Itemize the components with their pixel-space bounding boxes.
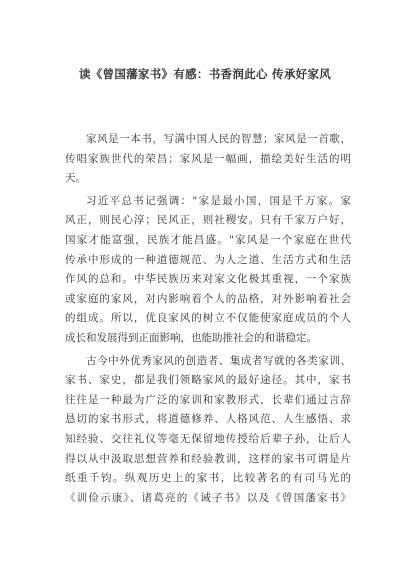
paragraph — [65, 192, 351, 349]
text-line: 纸重千钧。纵观历史上的家书，比较著名的有司马光的 — [65, 472, 351, 485]
text-line: 国家才能富强，民族才能昌盛。"家风是一个家庭在世代 — [65, 233, 351, 246]
text-line: 《训俭示康》、诸葛亮的《诫子书》以及《曾国藩家书》 — [65, 491, 351, 504]
text-line: 作风的总和。中华民族历来对家文化极其重视，一个家族 — [65, 273, 351, 286]
text-line: 古今中外优秀家风的创造者、集成者写就的各类家训、 — [86, 354, 351, 367]
text-line: 得以从中汲取思想营养和经验教训，这样的家书可谓是片 — [65, 452, 351, 465]
document-body — [65, 130, 351, 508]
text-line: 知经验、交往礼仪等毫无保留地传授给后辈子孙，让后人 — [65, 432, 351, 445]
text-line: 恳切的家书形式，将道德修养、人格风范、人生感悟、求 — [65, 413, 351, 426]
text-line: 传唱家族世代的荣昌；家风是一幅画，描绘美好生活的明 — [65, 152, 351, 165]
document-title: 读《曾国藩家书》有感：书香润此心 传承好家风 — [78, 67, 332, 81]
text-line: 往往是一种最为广泛的家训和家教形式，长辈们通过言辞 — [65, 393, 351, 406]
text-line: 或家庭的家风，对内影响着个人的品格，对外影响着社会 — [65, 292, 351, 305]
paragraph — [65, 130, 351, 189]
paragraph — [65, 352, 351, 509]
text-line: 家风是一本书，写满中国人民的智慧；家风是一首歌， — [86, 133, 351, 145]
text-line: 的组成。所以，优良家风的树立不仅能使家庭成员的个人 — [65, 312, 351, 325]
text-line: 家书、家史，都是我们领略家风的最好途径。其中，家书 — [65, 374, 351, 387]
text-line: 传承中形成的一种道德规范、为人之道、生活方式和生活 — [65, 253, 351, 266]
text-line: 风正，则民心淳；民风正，则社稷安。只有千家万户好， — [65, 214, 351, 227]
text-line: 成长和发展得到正面影响，也能助推社会的和谐稳定。 — [65, 331, 317, 344]
text-line: 习近平总书记强调："家是最小国，国是千万家。家 — [86, 194, 351, 207]
text-line: 天。 — [65, 172, 86, 185]
